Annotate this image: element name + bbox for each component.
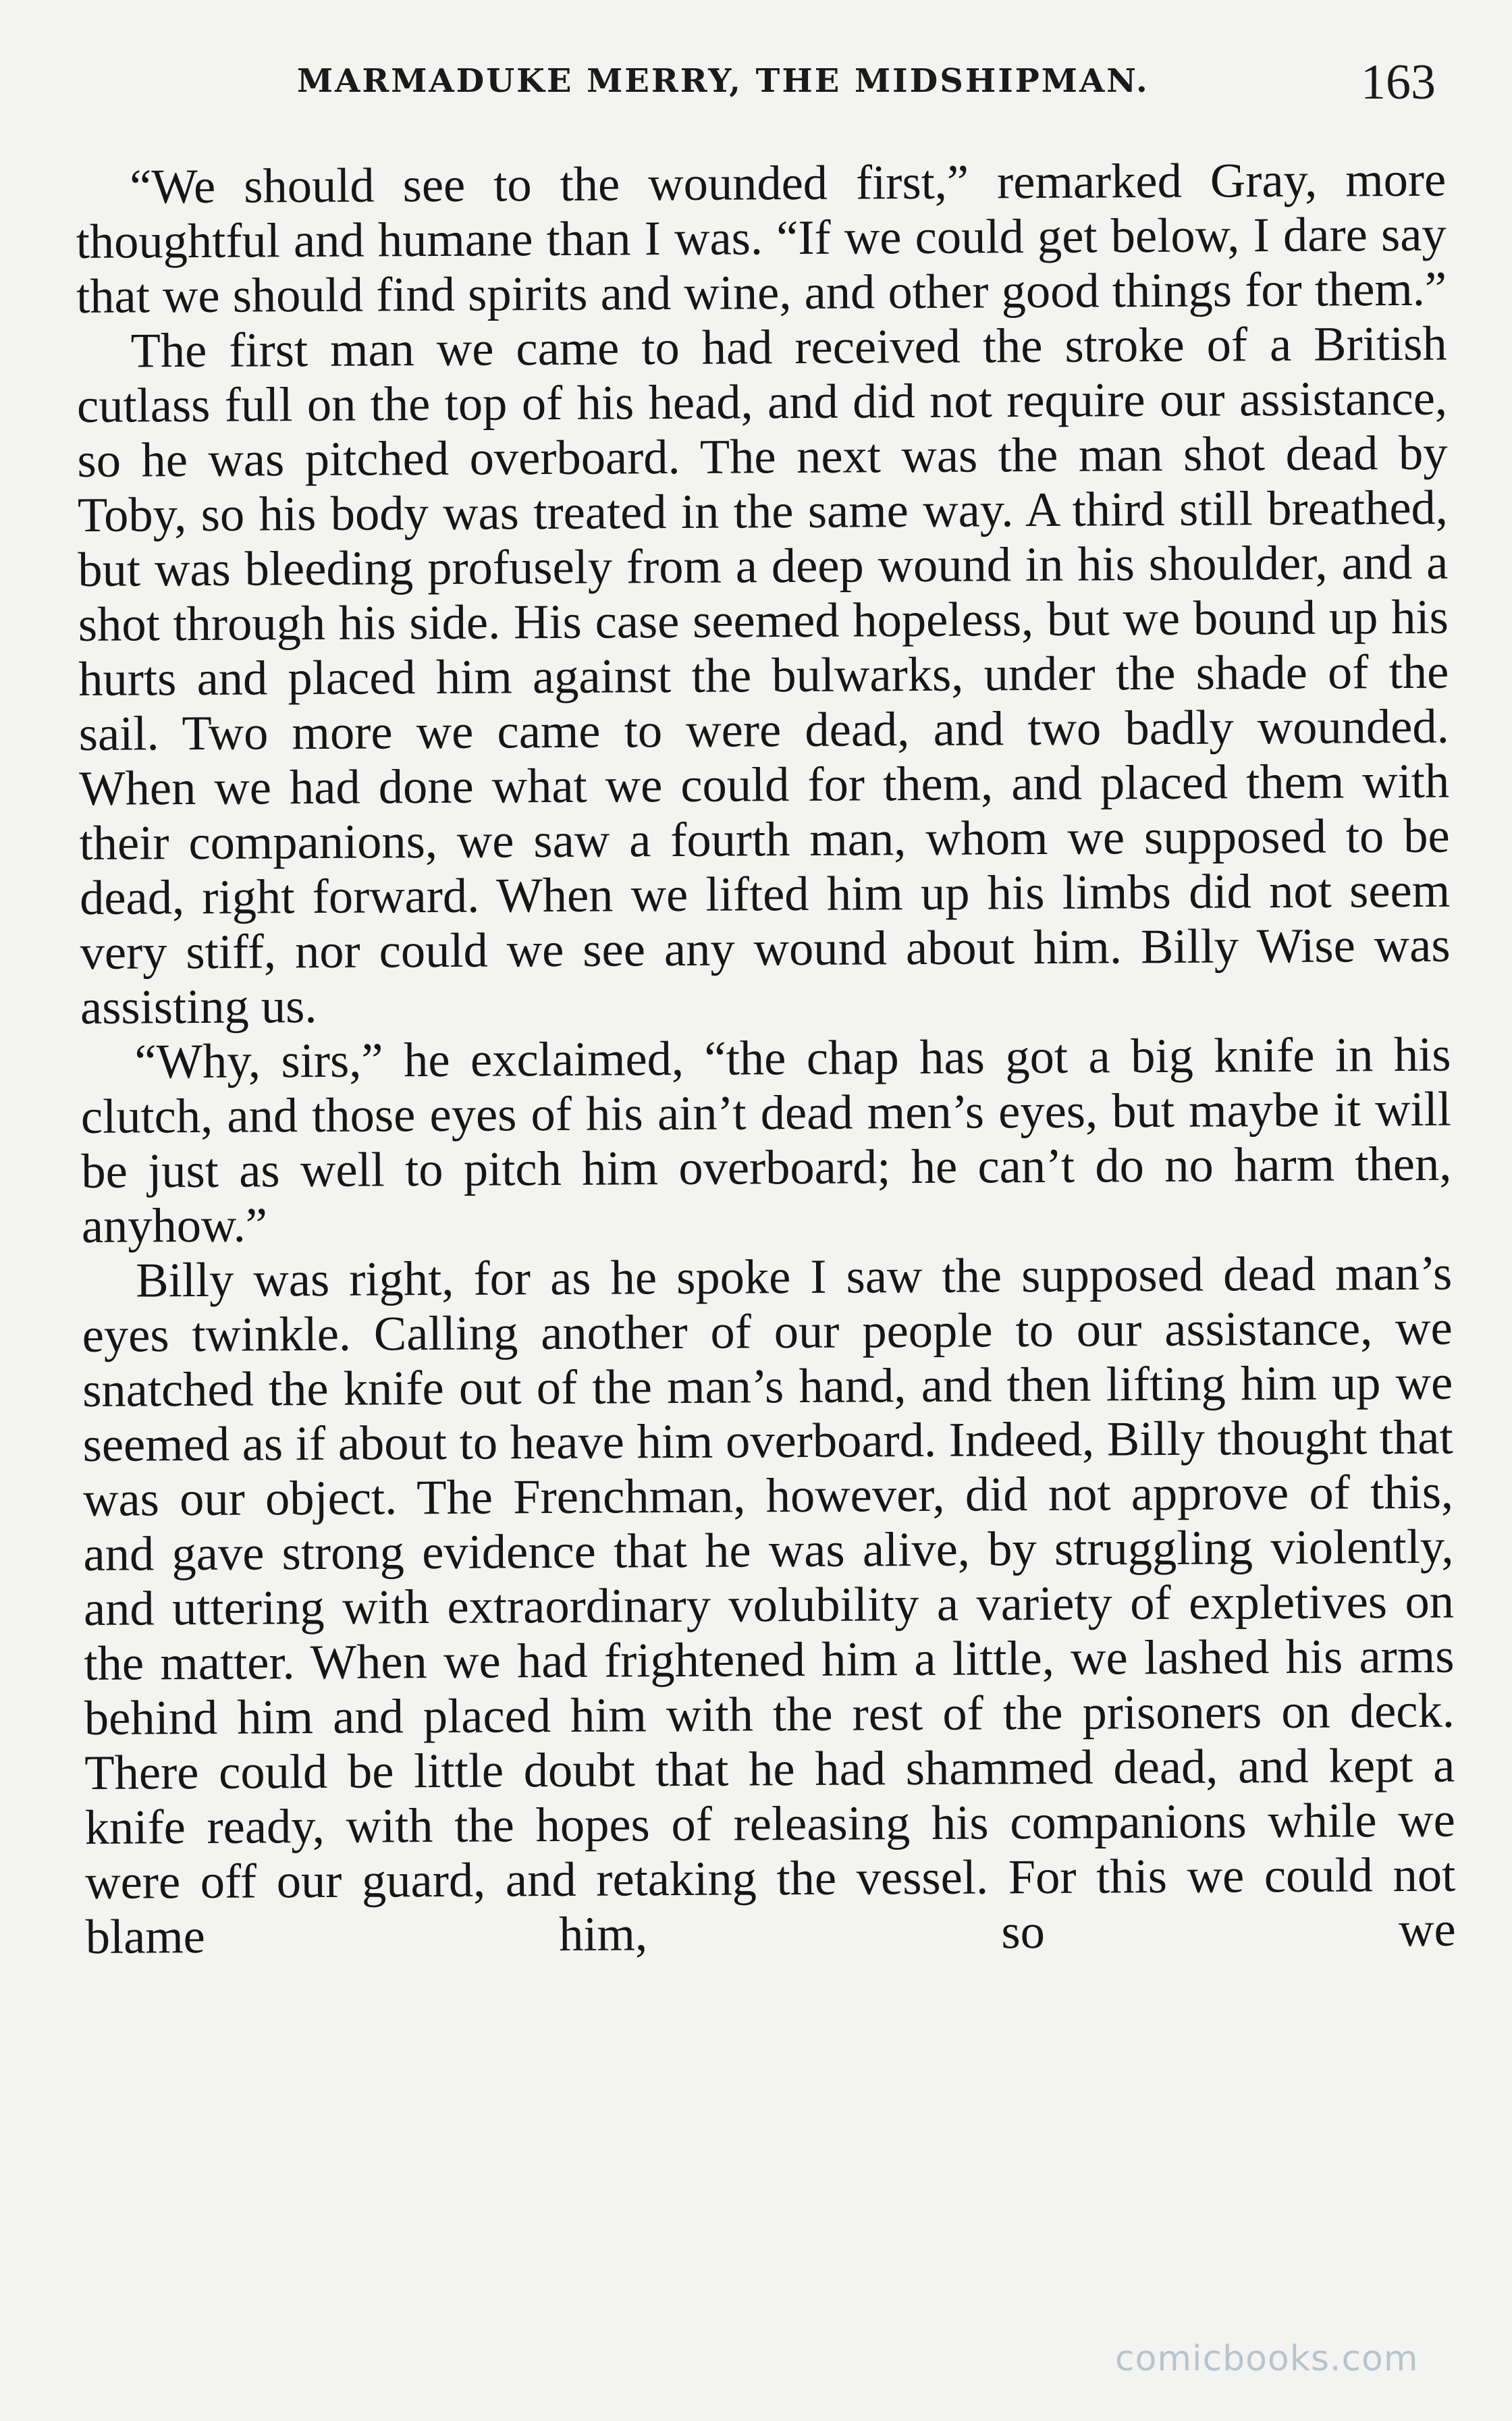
- paragraph-1: “We should see to the wounded first,” remarked Gray, more thoughtful and humane than I was. “If we could get below, I dare say that we should find spirits and wine, and other good things for them.”: [76, 151, 1447, 323]
- paragraph-3: “Why, sirs,” he exclaimed, “the chap has got a big knife in his clutch, and those eyes of his ain’t dead men’s eyes, but maybe it will be just as well to pitch him overboard; he can’t do no harm then, anyhow.”: [80, 1026, 1452, 1253]
- running-title: MARMADUKE MERRY, THE MIDSHIPMAN.: [297, 62, 1150, 100]
- watermark: comicbooks.com: [1115, 2339, 1419, 2379]
- paragraph-2: The first man we came to had received the stroke of a British cutlass full on the top of his head, and did not require our assistance, so he was pitched overboard. The next was the man shot dead by Toby, so his body was treated in the same way. A third still breathed, but was bleeding profusely from a deep wound in his shoulder, and a shot through his side. His case seemed hopeless, but we bound up his hurts and placed him against the bulwarks, under the shade of the sail. Two more we came to were dead, and two badly wounded. When we had done what we could for them, and placed them with their companions, we saw a fourth man, whom we supposed to be dead, right forward. When we lifted him up his limbs did not seem very stiff, nor could we see any wound about him. Billy Wise was assisting us.: [76, 315, 1451, 1034]
- body-text: [76, 152, 1456, 1964]
- paragraph-4: Billy was right, for as he spoke I saw the supposed dead man’s eyes twinkle. Calling another of our people to our assistance, we snatched the knife out of the man’s hand, and then lifting him up we seemed as if about to heave him overboard. Indeed, Billy thought that was our object. The Frenchman, however, did not approve of this, and gave strong evidence that he was alive, by struggling violently, and uttering with extraordinary volubility a variety of expletives on the matter. When we had frightened him a little, we lashed his arms behind him and placed him with the rest of the prisoners on deck. There could be little doubt that he had shammed dead, and kept a knife ready, with the hopes of releasing his companions while we were off our guard, and retaking the vessel. For this we could not blame him, so we: [82, 1245, 1456, 1964]
- page-number: 163: [1361, 55, 1436, 110]
